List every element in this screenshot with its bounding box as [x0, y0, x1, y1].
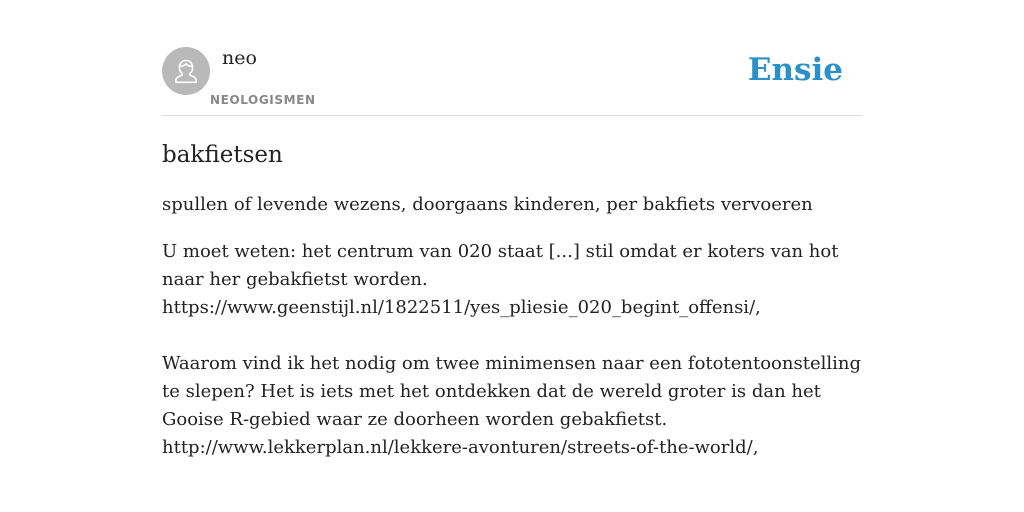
entry-card	[162, 46, 862, 462]
entry-definition: spullen of levende wezens, doorgaans kinderen, per bakfiets vervoeren	[162, 194, 813, 215]
entry-examples	[162, 238, 862, 462]
example-spacer	[162, 322, 862, 350]
example-source: http://www.lekkerplan.nl/lekkere-avonturen/streets-of-the-world/,	[162, 437, 759, 458]
entry-term: bakfietsen	[162, 142, 283, 168]
avatar[interactable]	[162, 47, 210, 95]
username[interactable]: neo	[222, 47, 257, 69]
ensie-logo[interactable]: Ensie	[747, 52, 843, 88]
example-text: Waarom vind ik het nodig om twee minimensen naar een fototentoonstelling te slepen? Het is iets met het ontdekken dat de wereld groter is dan het Gooise R-gebied waar ze doorheen worden gebakfietst.	[162, 353, 861, 430]
category-label[interactable]: NEOLOGISMEN	[210, 93, 316, 107]
user-icon	[162, 47, 210, 95]
example-text: U moet weten: het centrum van 020 staat [...] stil omdat er koters van hot naar her gebakfietst worden.	[162, 241, 839, 290]
entry-header	[162, 46, 862, 116]
example-source: https://www.geenstijl.nl/1822511/yes_pliesie_020_begint_offensi/,	[162, 297, 761, 318]
